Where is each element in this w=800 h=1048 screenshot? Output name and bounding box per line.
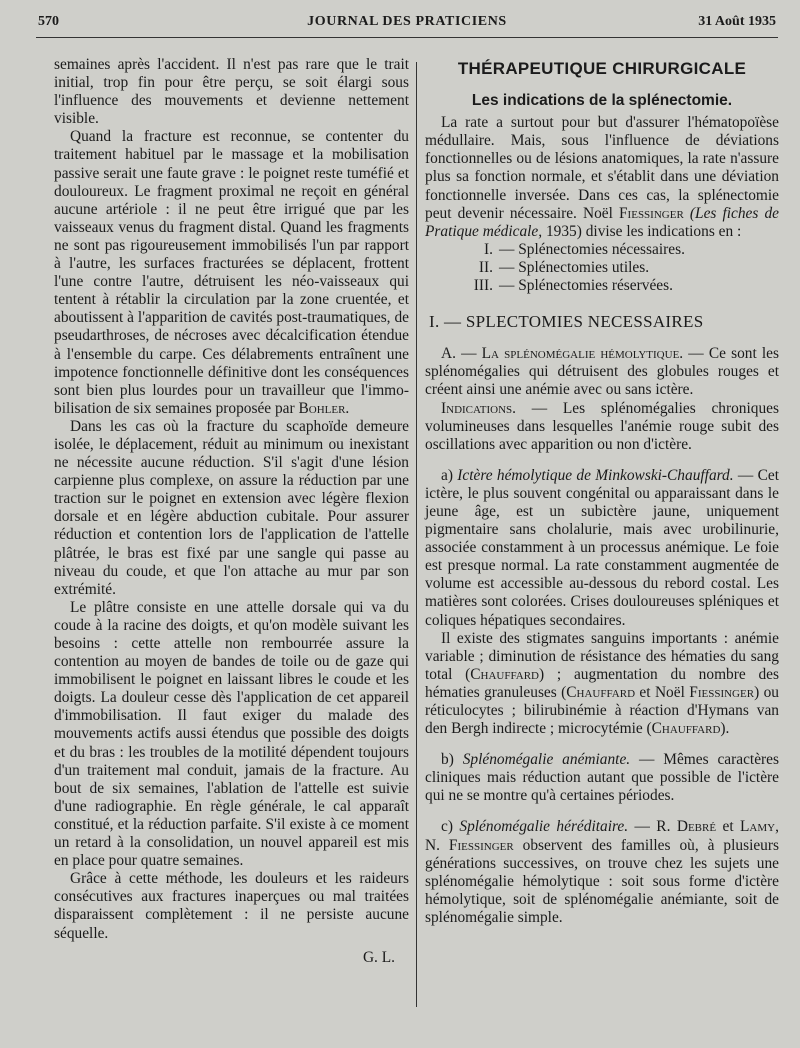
issue-date: 31 Août 1935 — [698, 14, 776, 29]
right-column — [425, 56, 779, 927]
paragraph-text: et — [716, 818, 741, 836]
journal-title: JOURNAL DES PRATICIENS — [307, 14, 507, 29]
paragraph — [425, 114, 779, 241]
list-item — [425, 277, 779, 295]
section-title: THÉRAPEUTIQUE CHIRURGICALE — [457, 59, 747, 78]
item-label: a) — [441, 466, 453, 484]
page-number: 570 — [38, 14, 59, 29]
paragraph-text: ). — [720, 720, 730, 738]
paragraph: semaines après l'accident. Il n'est pas rare que le trait initial, trop fin pour être perçu, se soit élargi sous l'influence des mouvements et devienne nettement visible. — [54, 56, 409, 128]
list-text: — Splénectomies réservées. — [499, 277, 673, 295]
spacer — [425, 454, 779, 467]
item-title: La splénomégalie hémolytique. — [481, 345, 684, 363]
paragraph-text: — R. — [634, 818, 671, 836]
running-header — [38, 12, 776, 32]
paragraph-text: et Noël — [635, 683, 690, 701]
author-name: Lamy — [740, 818, 776, 836]
indications-list — [425, 241, 779, 295]
item-title: Ictère hémolytique de Minkowski-Chauffard. — [457, 466, 734, 484]
signature: G. L. — [362, 948, 395, 966]
paragraph-text: Quand la fracture est reconnue, se contenter du traitement habituel par le massage et la mobilisation passive serait une faute grave : le poignet reste tuméfié et douloureux. Le fragment proximal ne reçoit en général aucune artériole : il ne peut être irrigué que par les vaisseaux venus du fragment distal. Quand les fragments ne sont pas rigoureusement immobilisés l'un par rapport à l'autre, les surfaces fracturées se déplacent, frottent l'une contre l'autre, détruisent les néo-vaisseaux qui tentent à rétablir la circulation par la zone cruentée, et aboutissent à l'apparition de cavités post-traumatiques, de pseudarthroses, de nécroses avec décalcification étendue à l'ensemble du carpe. Ces délabrements entraînent une impotence fonctionnelle définitive dont les conséquences sont bien plus lourdes pour un travailleur que l'immobilisation de six semaines proposée par — [54, 128, 409, 417]
author-name: Chauffard — [470, 665, 540, 683]
paragraph: Grâce à cette méthode, les douleurs et les raideurs consécutives aux fractures inaperçues ou mal traitées disparaissent complètement : il ne persiste aucune séquelle. — [54, 870, 409, 942]
paragraph — [425, 345, 779, 399]
paragraph-text: — Les splénomégalies chroniques volumineuses dans lesquelles l'anémie rouge subit des oscillations avec apparition ou non d'ictère. — [425, 399, 779, 453]
spacer — [425, 805, 779, 818]
item-label: c) — [441, 818, 453, 836]
paragraph-text: 1935) divise les indications en : — [545, 222, 742, 240]
list-number: I. — [484, 240, 493, 258]
article-title: Les indications de la splénectomie. — [471, 92, 733, 110]
paragraph: Le plâtre consiste en une attelle dorsale qui va du coude à la racine des doigts, et qu'on modèle suivant les besoins : cette attelle non rembourrée assure la contention au moyen de bandes de toile ou de gaze qui immobilisent le poignet en laissant libres le coude et les doigts. La douleur cesse dès l'application de cet appareil d'immobilisation. Il faut exiger du malade des mouvements actifs aussi étendus que possible des doigts et du bras : les troubles de la motilité dépendent toujours d'un traitement mal conduit, jamais de la fracture. Au bout de six semaines, l'ablation de l'attelle est suivie d'une radiographie. En règle générale, le cal apparaît constitué, et la réduction parfaite. S'il existe à ce moment un retard à la consolidation, un nouvel appareil est mis en place pour quatre semaines. — [54, 598, 409, 870]
paragraph-text: , N. — [425, 818, 779, 854]
list-number: III. — [473, 277, 493, 295]
paragraph-text: observent des familles où, à plusieurs générations successives, on trouve chez les sujets une splénomégalie hémolytique : soit sous forme d'ictère hémolytique, soit de splénomégalie anémiante, soit de splénomégalie simple. — [425, 836, 779, 926]
author-name: Chauffard — [651, 720, 721, 738]
paragraph-text: — Mêmes caractères cliniques mais réduction autant que possible de l'ictère qui ne se montre qu'à certaines périodes. — [425, 751, 779, 805]
paragraph — [54, 128, 409, 418]
paragraph — [425, 751, 779, 805]
subsection-heading: I. — SPLECTOMIES NECESSAIRES — [429, 312, 704, 332]
list-item — [425, 259, 779, 277]
left-column — [54, 56, 409, 967]
paragraph-text: Il existe des stigmates sanguins importants : anémie variable ; diminution de résistance des hématies du sang total ( — [425, 629, 779, 683]
list-item — [425, 241, 779, 259]
paragraph: Dans les cas où la fracture du scaphoïde demeure isolée, le déplacement, réduit au minimum ou inexistant ne nécessite aucune réduction. S'il s'agit d'une lésion carpienne plus complexe, on assure la réduction par une traction sur le poignet en extension avec légère flexion dorsale et en légère abduction cubitale. Pour assurer réduction et contention lors de l'application de l'attelle plâtrée, le bras est fixé par une sangle qui passe au niveau du coude, et que l'on attache au mur par son extrémité. — [54, 417, 409, 598]
author-name: Bohler. — [298, 399, 350, 417]
paragraph — [425, 467, 779, 630]
paragraph-text: — Cet ictère, le plus souvent congénital ou apparaissant dans le jeune âge, est un subictère jaune, uniquement pigmentaire sans cholalurie, mais avec urobilinurie, associée constamment à un processus anémique. Le foie est presque normal. La rate constamment augmentée de volume est accessible au-dessous du rebord costal. Les matières sont colorées. Crises douloureuses spléniques et coliques hépatiques secondaires. — [425, 466, 779, 629]
header-rule — [36, 37, 778, 38]
source-title: (Les fiches de Pratique médicale, — [425, 204, 779, 240]
spacer — [425, 738, 779, 751]
paragraph-text: — Ce sont les splénomégalies qui détruisent des globules rouges et créent ainsi une anémie avec ou sans ictère. — [425, 345, 779, 399]
list-text: — Splénectomies nécessaires. — [499, 240, 685, 258]
paragraph-text: ) ; augmentation du nombre des hématies granuleuses ( — [425, 665, 779, 701]
paragraph-text: La rate a surtout pour but d'assurer l'hématopoïèse médullaire. Mais, sous l'influence de déviations fonctionnelles ou de lésions anatomiques, la rate n'assure plus sa fonction normale, et s'établit dans une déviation fonctionnelle inversée. Dans ces cas, la splénectomie peut devenir nécessaire. Noël — [425, 114, 779, 222]
item-label: A. — — [441, 345, 477, 363]
paragraph — [425, 400, 779, 454]
item-title: Indications. — [441, 399, 516, 417]
list-text: — Splénectomies utiles. — [499, 258, 650, 276]
item-title: Splénomégalie anémiante. — [462, 751, 631, 769]
item-label: b) — [441, 751, 454, 769]
author-name: Fiessinger — [689, 683, 755, 701]
author-name: Chauffard — [566, 683, 636, 701]
paragraph-text: ) ou réticulocytes ; bilirubinémie à réaction d'Hymans van den Bergh indirecte ; microcytémie ( — [425, 683, 779, 738]
paragraph — [425, 818, 779, 927]
author-name: Fiessinger — [619, 204, 684, 222]
paragraph — [425, 630, 779, 739]
item-title: Splénomégalie héréditaire. — [459, 818, 629, 836]
author-name: Fiessinger — [448, 836, 514, 854]
list-number: II. — [478, 258, 493, 276]
column-divider — [416, 62, 417, 1007]
author-name: Debré — [676, 818, 717, 836]
